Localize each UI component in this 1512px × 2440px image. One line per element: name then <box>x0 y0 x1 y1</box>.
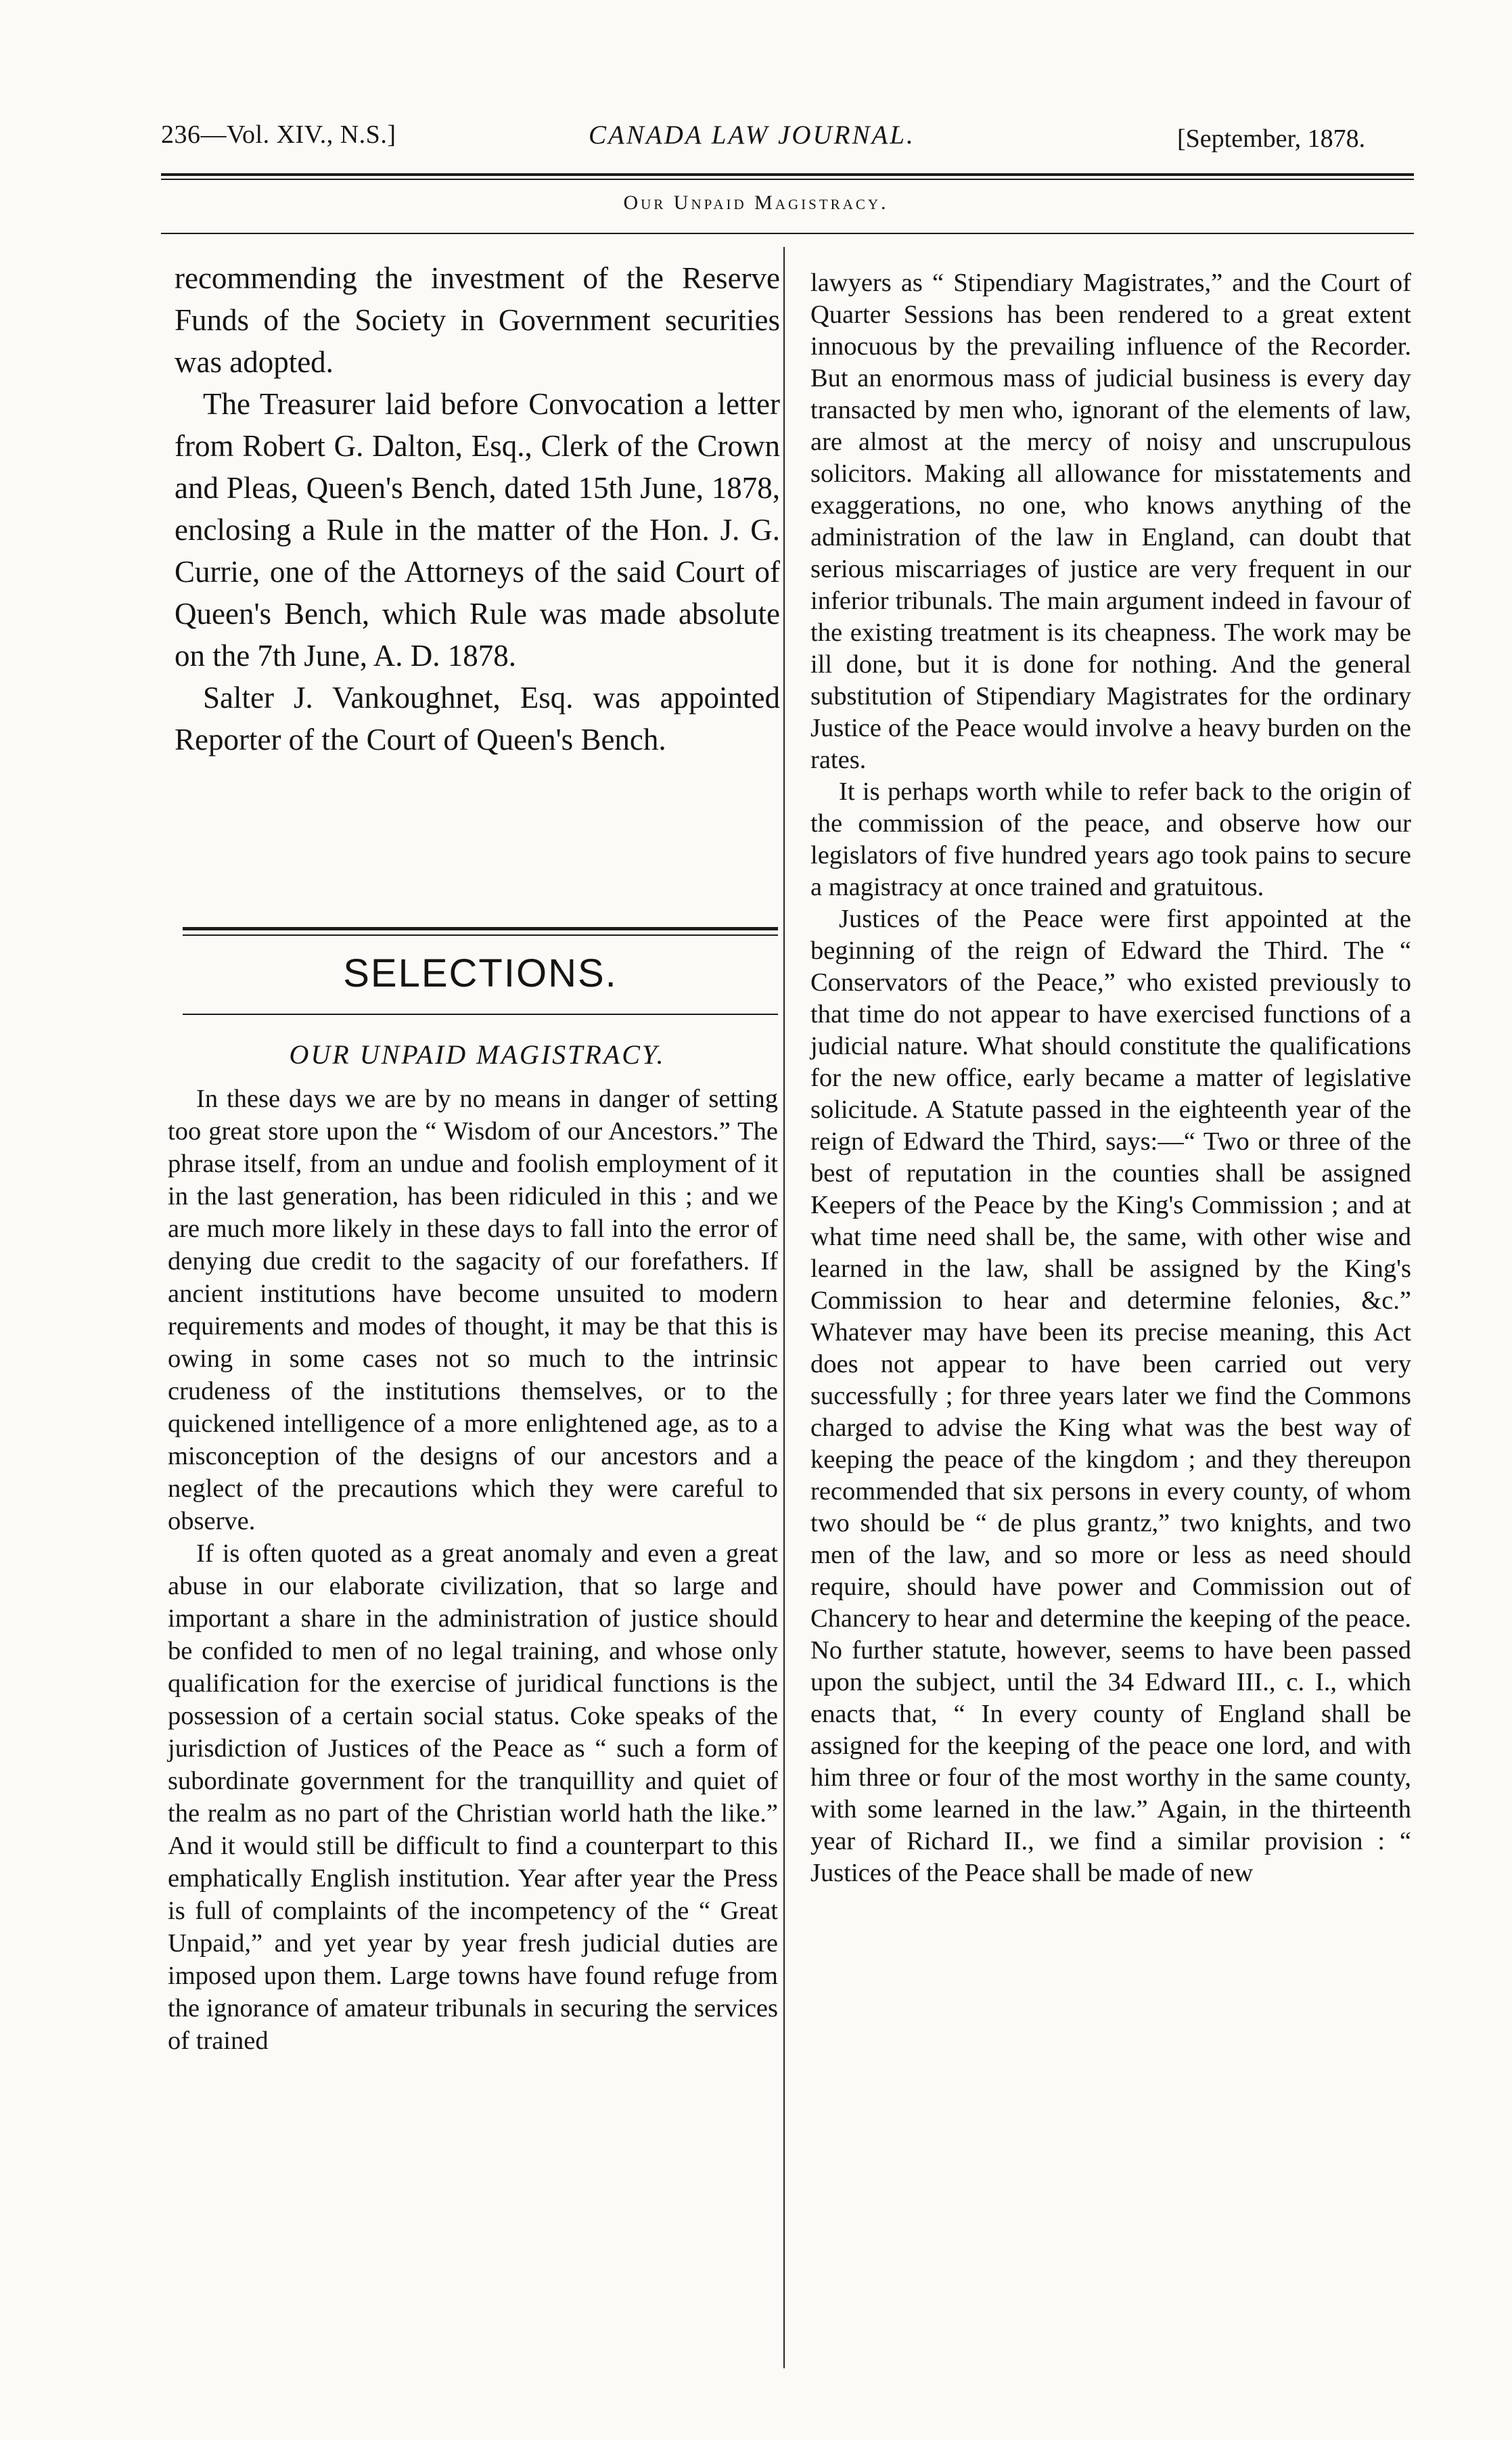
journal-title: CANADA LAW JOURNAL. <box>589 120 915 150</box>
paragraph: Salter J. Vankoughnet, Esq. was appointed Reporter of the Court of Queen's Bench. <box>175 681 780 756</box>
paragraph: In these days we are by no means in danger of setting too great store upon the “ Wisdom of our Ancestors.” The phrase itself, from an undue and foolish employment of it in the last generation, has been ridiculed in this ; and we are much more likely in these days to fall into the error of denying due credit to the sagacity of our forefathers. If ancient institutions have become unsuited to modern requirements and modes of thought, it may be that this is owing in some cases not so much to the intrinsic crudeness of the institutions themselves, or to the quickened intelligence of a more enlightened age, as to a misconception of the designs of our ancestors and a neglect of the precautions which they were careful to observe. <box>168 1085 778 1535</box>
paragraph: It is perhaps worth while to refer back to the origin of the commission of the peace, and observe how our legislators of five hundred years ago took pains to secure a magistracy at once trained and gratuitous. <box>810 777 1411 901</box>
header-rule-thin <box>161 179 1414 180</box>
volume-header: 236—Vol. XIV., N.S.] <box>161 120 396 149</box>
section-heading: SELECTIONS. <box>343 951 618 995</box>
running-title-rule <box>161 233 1414 234</box>
right-column <box>810 267 1411 1889</box>
paragraph: lawyers as “ Stipendiary Magistrates,” and the Court of Quarter Sessions has been rendered to a great extent innocuous by the prevailing influence of the Recorder. But an enormous mass of judicial business is every day transacted by men who, ignorant of the elements of law, are almost at the mercy of noisy and unscrupulous solicitors. Making all allowance for misstatements and exaggerations, no one, who knows anything of the administration of the law in England, can doubt that serious miscarriages of justice are very frequent in our inferior tribunals. The main argument indeed in favour of the existing treatment is its cheapness. The work may be ill done, but it is done for nothing. And the general substitution of Stipendiary Magistrates for the ordinary Justice of the Peace would involve a heavy burden on the rates. <box>810 269 1411 774</box>
paragraph: Justices of the Peace were first appointed at the beginning of the reign of Edward the Third. The “ Conservators of the Peace,” who existed previously to that time do not appear to have exercised functions of a judicial nature. What should constitute the qualifications for the new office, early became a matter of legislative solicitude. A Statute passed in the eighteenth year of the reign of Edward the Third, says:—“ Two or three of the best of reputation in the counties shall be assigned Keepers of the Peace by the King's Commission ; and at what time need shall be, the same, with other wise and learned in the law, shall be assigned by the King's Commission to hear and determine felonies, &c.” Whatever may have been its precise meaning, this Act does not appear to have been carried out very successfully ; for three years later we find the Commons charged to advise the King what was the best way of keeping the peace of the kingdom ; and they thereupon recommended that six persons in every county, of whom two should be “ de plus grantz,” two knights, and two men of the law, and so more or less as need should require, should have power and Commission out of Chancery to hear and determine the keeping of the peace. No further statute, however, seems to have been passed upon the subject, until the 34 Edward III., c. I., which enacts that, “ In every county of England shall be assigned for the keeping of the peace one lord, and with him three or four of the most worthy in the same county, with some learned in the law.” Again, in the thirteenth year of Richard II., we find a similar provision : “ Justices of the Peace shall be made of new <box>810 905 1411 1887</box>
paragraph: The Treasurer laid before Convocation a letter from Robert G. Dalton, Esq., Clerk of the Crown and Pleas, Queen's Bench, dated 15th June, 1878, enclosing a Rule in the matter of the Hon. J. G. Currie, one of the Attorneys of the said Court of Queen's Bench, which Rule was made absolute on the 7th June, A. D. 1878. <box>175 387 780 673</box>
section-rule <box>183 927 778 930</box>
paragraph: If is often quoted as a great anomaly and even a great abuse in our elaborate civilization, that so large and important a share in the administration of justice should be confided to men of no legal training, and whose only qualification for the exercise of juridical functions is the possession of a certain social status. Coke speaks of the jurisdiction of Justices of the Peace as “ such a form of subordinate government for the tranquillity and quiet of the realm as no part of the Christian world hath the like.” And it would still be difficult to find a counterpart to this emphatically English institution. Year after year the Press is full of complaints of the incompetency of the “ Great Unpaid,” and yet year by year fresh judicial duties are imposed upon them. Large towns have found refuge from the ignorance of amateur tribunals in securing the services of trained <box>168 1539 778 2055</box>
running-title: Our Unpaid Magistracy. <box>623 191 889 214</box>
paragraph: recommending the investment of the Reserve Funds of the Society in Government securities was adopted. <box>175 261 780 379</box>
article-title: OUR UNPAID MAGISTRACY. <box>289 1039 666 1070</box>
left-column-article <box>168 1083 778 2057</box>
left-column-top <box>175 257 780 761</box>
column-divider <box>783 247 785 2368</box>
section-heading-rule <box>183 1014 778 1015</box>
issue-date: [September, 1878. <box>1177 125 1366 153</box>
header-rule <box>161 173 1414 176</box>
section-rule-thin <box>183 934 778 936</box>
